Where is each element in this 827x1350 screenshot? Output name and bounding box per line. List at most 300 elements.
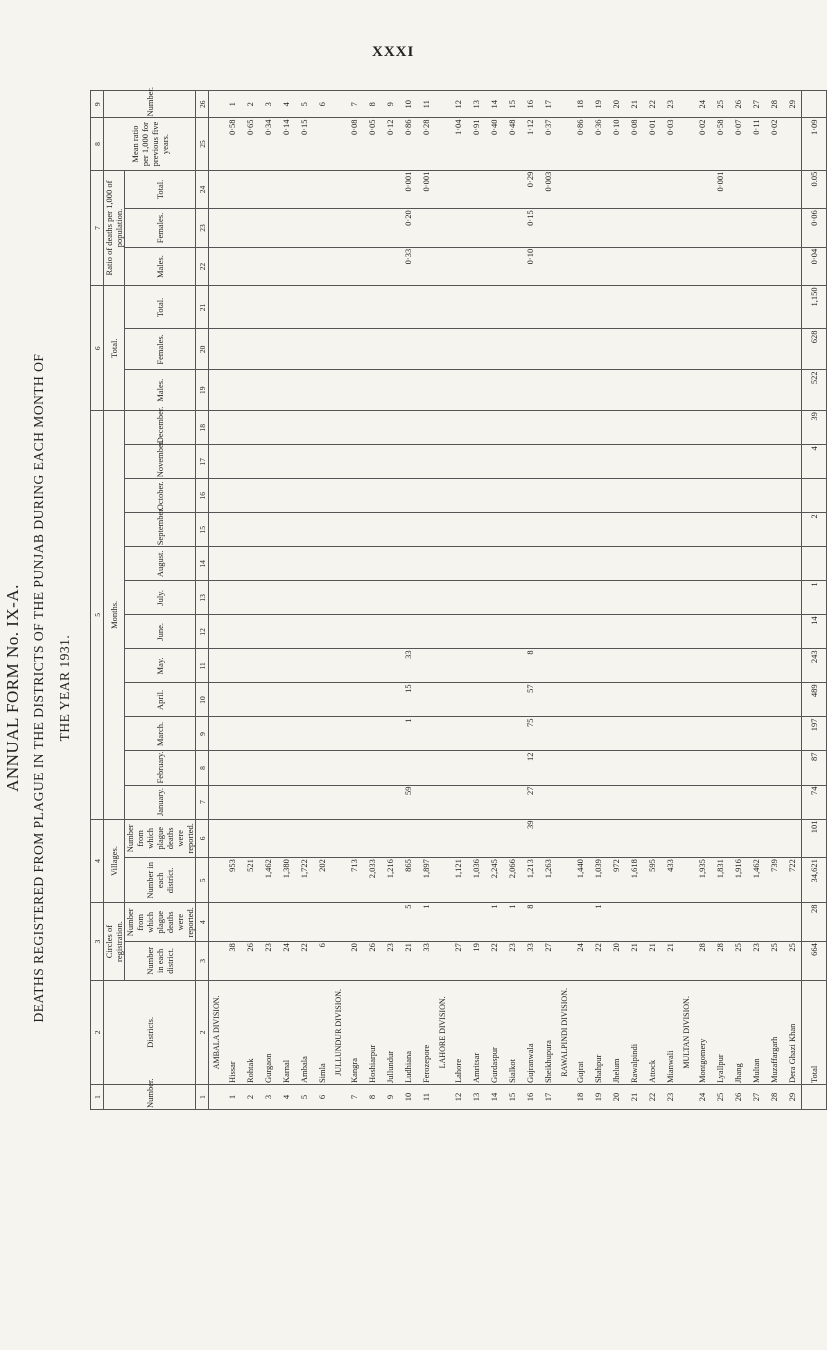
- mean-ratio: 0·07: [729, 118, 747, 170]
- cell: [679, 445, 693, 479]
- month-value: [259, 649, 277, 683]
- month-value: [783, 615, 802, 649]
- month-value: [661, 445, 679, 479]
- row-number: 18: [571, 1085, 589, 1110]
- col-number: 4: [91, 819, 104, 903]
- villages-count: 433: [661, 858, 679, 903]
- month-value: [625, 411, 643, 445]
- header-total: Total.: [104, 286, 125, 411]
- cell: [331, 479, 345, 513]
- total-value: [259, 370, 277, 411]
- villages-count: 595: [643, 858, 661, 903]
- table-row: [241, 91, 259, 1110]
- ratio-value: [643, 247, 661, 286]
- month-value: [571, 717, 589, 751]
- ratio-value: [503, 209, 521, 248]
- table-row: [399, 91, 417, 1110]
- row-number: 28: [765, 1085, 783, 1110]
- ratio-value: [571, 247, 589, 286]
- cell: [209, 479, 224, 513]
- month-value: [313, 445, 331, 479]
- month-value: [539, 785, 557, 819]
- cell: [557, 286, 571, 329]
- cell: [435, 513, 449, 547]
- month-value: [467, 411, 485, 445]
- month-value: [747, 513, 765, 547]
- villages-reported: [747, 819, 765, 858]
- month-value: [449, 581, 467, 615]
- month-value: 87: [802, 751, 827, 785]
- month-value: [223, 581, 241, 615]
- cell: [557, 615, 571, 649]
- month-value: [467, 581, 485, 615]
- month-value: [589, 717, 607, 751]
- row-number: 15: [503, 1085, 521, 1110]
- cell: [557, 942, 571, 981]
- month-value: [503, 547, 521, 581]
- month-value: [747, 751, 765, 785]
- month-value: [313, 785, 331, 819]
- table-row: [765, 91, 783, 1110]
- col-number: 1: [91, 1085, 104, 1110]
- ratio-value: [693, 170, 711, 209]
- row-number-end: 3: [259, 91, 277, 118]
- villages-reported: [345, 819, 363, 858]
- ratio-value: [625, 209, 643, 248]
- month-value: [693, 411, 711, 445]
- month-value: [661, 615, 679, 649]
- month-value: [241, 581, 259, 615]
- cell: [209, 286, 224, 329]
- month-value: [643, 581, 661, 615]
- circles-reported: [223, 903, 241, 942]
- month-value: [417, 649, 435, 683]
- cell: [679, 329, 693, 370]
- ratio-value: [661, 170, 679, 209]
- cell: [435, 286, 449, 329]
- ratio-value: [381, 170, 399, 209]
- ratio-value: [729, 209, 747, 248]
- cell: [679, 547, 693, 581]
- month-value: [783, 751, 802, 785]
- mean-ratio: [783, 118, 802, 170]
- district-name: Rawalpindi: [625, 980, 643, 1084]
- table-row: [747, 91, 765, 1110]
- cell: [435, 91, 449, 118]
- month-value: [449, 751, 467, 785]
- circles-reported: [313, 903, 331, 942]
- cell: [331, 581, 345, 615]
- table-title: DEATHS REGISTERED FROM PLAGUE IN THE DISTRICTS OF THE PUNJAB DURING EACH MONTH OF THE YEAR 1931.: [31, 353, 72, 1023]
- month-value: [765, 547, 783, 581]
- cell: [331, 445, 345, 479]
- month-value: [241, 547, 259, 581]
- circles-count: 22: [295, 942, 313, 981]
- month-value: [503, 581, 521, 615]
- cell: [679, 649, 693, 683]
- month-value: [467, 615, 485, 649]
- cell: [679, 751, 693, 785]
- row-number-end: 27: [747, 91, 765, 118]
- villages-count: 521: [241, 858, 259, 903]
- month-value: [241, 615, 259, 649]
- row-number: 2: [241, 1085, 259, 1110]
- mean-ratio: 0·01: [643, 118, 661, 170]
- villages-count: 1,216: [381, 858, 399, 903]
- cell: [331, 411, 345, 445]
- villages-count: 1,935: [693, 858, 711, 903]
- month-value: [259, 751, 277, 785]
- villages-reported: [467, 819, 485, 858]
- month-value: [345, 683, 363, 717]
- month-value: [449, 785, 467, 819]
- month-value: [747, 581, 765, 615]
- month-value: [643, 649, 661, 683]
- ratio-value: 0·33: [399, 247, 417, 286]
- villages-count: 1,036: [467, 858, 485, 903]
- villages-count: 713: [345, 858, 363, 903]
- cell: [331, 329, 345, 370]
- month-header: December.: [125, 411, 196, 445]
- cell: [331, 209, 345, 248]
- cell: [557, 785, 571, 819]
- month-value: [607, 547, 625, 581]
- row-number-end: 6: [313, 91, 331, 118]
- district-name: Multan: [747, 980, 765, 1084]
- month-value: [729, 513, 747, 547]
- total-value: [503, 370, 521, 411]
- row-number-end: 9: [381, 91, 399, 118]
- district-name: Ambala: [295, 980, 313, 1084]
- month-value: [381, 581, 399, 615]
- subheader: Number from which plague deaths were reported.: [125, 819, 196, 858]
- month-value: [381, 411, 399, 445]
- total-value: 522: [802, 370, 827, 411]
- circles-count: 38: [223, 942, 241, 981]
- villages-count: 1,039: [589, 858, 607, 903]
- circles-reported: [277, 903, 295, 942]
- villages-count: 1,263: [539, 858, 557, 903]
- total-value: [729, 286, 747, 329]
- month-value: [539, 717, 557, 751]
- total-value: [747, 286, 765, 329]
- month-value: [711, 411, 729, 445]
- table-row: [503, 91, 521, 1110]
- month-value: [783, 547, 802, 581]
- col-number: 5: [91, 411, 104, 819]
- circles-count: 28: [693, 942, 711, 981]
- sub-col-number: 22: [196, 247, 209, 286]
- circles-reported: [643, 903, 661, 942]
- month-value: [345, 785, 363, 819]
- total-value: [729, 370, 747, 411]
- month-value: [661, 649, 679, 683]
- month-value: [277, 615, 295, 649]
- month-value: [449, 411, 467, 445]
- total-value: [241, 370, 259, 411]
- cell: [435, 581, 449, 615]
- cell: [679, 209, 693, 248]
- month-value: [783, 683, 802, 717]
- cell: [679, 286, 693, 329]
- cell: [679, 903, 693, 942]
- total-value: [589, 286, 607, 329]
- cell: [557, 479, 571, 513]
- total-value: [223, 370, 241, 411]
- month-value: [571, 751, 589, 785]
- cell: [435, 903, 449, 942]
- villages-reported: 101: [802, 819, 827, 858]
- ratio-value: 0·003: [539, 170, 557, 209]
- table-row: [417, 91, 435, 1110]
- row-number: 16: [521, 1085, 539, 1110]
- cell: [679, 581, 693, 615]
- month-value: [661, 785, 679, 819]
- month-value: [521, 581, 539, 615]
- total-value: [223, 329, 241, 370]
- month-header: June.: [125, 615, 196, 649]
- total-value: [363, 329, 381, 370]
- month-value: [417, 615, 435, 649]
- total-value: [449, 370, 467, 411]
- month-header: November.: [125, 445, 196, 479]
- villages-count: 1,121: [449, 858, 467, 903]
- month-value: [643, 445, 661, 479]
- sub-col-number: 3: [196, 942, 209, 981]
- total-value: [449, 286, 467, 329]
- month-value: [381, 683, 399, 717]
- total-value: [539, 329, 557, 370]
- month-value: [711, 717, 729, 751]
- cell: [209, 547, 224, 581]
- month-value: [381, 649, 399, 683]
- division-heading: LAHORE DIVISION.: [435, 980, 449, 1084]
- month-value: 4: [802, 445, 827, 479]
- ratio-value: 0·04: [802, 247, 827, 286]
- month-value: [802, 479, 827, 513]
- table-row: [345, 91, 363, 1110]
- cell: [209, 247, 224, 286]
- month-value: [783, 479, 802, 513]
- month-value: [711, 547, 729, 581]
- month-value: [277, 581, 295, 615]
- total-value: [625, 329, 643, 370]
- month-value: [417, 547, 435, 581]
- month-value: [765, 445, 783, 479]
- month-value: [313, 581, 331, 615]
- month-value: [223, 513, 241, 547]
- cell: [331, 547, 345, 581]
- total-value: [345, 370, 363, 411]
- villages-count: 1,440: [571, 858, 589, 903]
- month-value: [571, 445, 589, 479]
- cell: [209, 649, 224, 683]
- month-value: [345, 751, 363, 785]
- month-value: [661, 479, 679, 513]
- month-value: [467, 479, 485, 513]
- row-number-end: 24: [693, 91, 711, 118]
- month-value: [607, 615, 625, 649]
- month-value: [467, 445, 485, 479]
- row-number: 3: [259, 1085, 277, 1110]
- row-number: 8: [363, 1085, 381, 1110]
- ratio-value: [783, 209, 802, 248]
- cell: [557, 819, 571, 858]
- month-value: [643, 785, 661, 819]
- month-value: [765, 479, 783, 513]
- month-value: [693, 581, 711, 615]
- villages-count: 2,245: [485, 858, 503, 903]
- month-value: 15: [399, 683, 417, 717]
- month-value: [765, 751, 783, 785]
- total-value: [363, 370, 381, 411]
- month-value: [259, 513, 277, 547]
- row-number-end: 12: [449, 91, 467, 118]
- month-value: [345, 649, 363, 683]
- ratio-value: [223, 170, 241, 209]
- cell: [331, 286, 345, 329]
- month-value: [295, 649, 313, 683]
- ratio-value: [345, 209, 363, 248]
- month-value: [399, 581, 417, 615]
- villages-reported: [539, 819, 557, 858]
- ratio-value: [607, 170, 625, 209]
- month-value: [295, 547, 313, 581]
- month-value: [503, 717, 521, 751]
- month-value: [313, 751, 331, 785]
- cell: [331, 1085, 345, 1110]
- month-value: [485, 683, 503, 717]
- circles-reported: [381, 903, 399, 942]
- cell: [435, 683, 449, 717]
- circles-count: 27: [449, 942, 467, 981]
- month-value: [765, 615, 783, 649]
- month-value: [783, 649, 802, 683]
- month-value: 243: [802, 649, 827, 683]
- total-value: [747, 370, 765, 411]
- month-value: [643, 479, 661, 513]
- month-value: [643, 513, 661, 547]
- month-value: [589, 615, 607, 649]
- row-number: 9: [381, 1085, 399, 1110]
- villages-reported: [625, 819, 643, 858]
- row-number: 4: [277, 1085, 295, 1110]
- ratio-value: [259, 247, 277, 286]
- ratio-value: [503, 170, 521, 209]
- circles-count: 23: [747, 942, 765, 981]
- total-value: [783, 329, 802, 370]
- month-value: [729, 581, 747, 615]
- ratio-value: [589, 209, 607, 248]
- ratio-value: [625, 247, 643, 286]
- total-value: [661, 286, 679, 329]
- cell: [331, 717, 345, 751]
- cell: [557, 717, 571, 751]
- row-number: 14: [485, 1085, 503, 1110]
- villages-reported: [643, 819, 661, 858]
- month-value: [661, 547, 679, 581]
- cell: [557, 247, 571, 286]
- total-value: [539, 370, 557, 411]
- district-name: Shahpur: [589, 980, 607, 1084]
- month-value: [571, 785, 589, 819]
- month-value: [539, 683, 557, 717]
- cell: [209, 942, 224, 981]
- month-value: [417, 479, 435, 513]
- month-value: [643, 411, 661, 445]
- mean-ratio: 0·28: [417, 118, 435, 170]
- villages-count: 1,722: [295, 858, 313, 903]
- villages-count: 202: [313, 858, 331, 903]
- total-value: [783, 370, 802, 411]
- cell: [209, 513, 224, 547]
- row-number: 26: [729, 1085, 747, 1110]
- month-value: [539, 547, 557, 581]
- total-value: [783, 286, 802, 329]
- circles-count: 25: [783, 942, 802, 981]
- row-number-end: 25: [711, 91, 729, 118]
- month-value: [223, 785, 241, 819]
- cell: [557, 209, 571, 248]
- cell: [331, 170, 345, 209]
- total-value: [747, 329, 765, 370]
- ratio-value: [313, 209, 331, 248]
- division-heading: MULTAN DIVISION.: [679, 980, 693, 1084]
- month-value: [295, 615, 313, 649]
- month-value: 2: [802, 513, 827, 547]
- col-number: 8: [91, 118, 104, 170]
- table-row: [571, 91, 589, 1110]
- mean-ratio: 0·86: [571, 118, 589, 170]
- circles-count: 24: [571, 942, 589, 981]
- month-value: [747, 411, 765, 445]
- month-value: [783, 445, 802, 479]
- month-value: [693, 717, 711, 751]
- month-value: [223, 615, 241, 649]
- ratio-value: [765, 247, 783, 286]
- month-value: [503, 751, 521, 785]
- month-value: [417, 683, 435, 717]
- ratio-value: [607, 209, 625, 248]
- villages-reported: [223, 819, 241, 858]
- circles-reported: 5: [399, 903, 417, 942]
- cell: [209, 370, 224, 411]
- month-value: [363, 513, 381, 547]
- month-value: [223, 751, 241, 785]
- division-heading: JULLUNDUR DIVISION.: [331, 980, 345, 1084]
- month-value: [295, 479, 313, 513]
- ratio-value: [467, 170, 485, 209]
- total-value: [539, 286, 557, 329]
- month-value: [729, 683, 747, 717]
- sub-col-number: 10: [196, 683, 209, 717]
- month-value: [449, 445, 467, 479]
- total-value: [625, 286, 643, 329]
- ratio-value: [223, 209, 241, 248]
- sub-col-number: 16: [196, 479, 209, 513]
- total-value: [485, 329, 503, 370]
- district-name: Lahore: [449, 980, 467, 1084]
- circles-count: 26: [241, 942, 259, 981]
- ratio-value: [747, 170, 765, 209]
- total-value: [449, 329, 467, 370]
- month-value: [381, 751, 399, 785]
- ratio-value: 0·29: [521, 170, 539, 209]
- mean-ratio: 0·02: [765, 118, 783, 170]
- circles-count: 6: [313, 942, 331, 981]
- sub-col-number: 15: [196, 513, 209, 547]
- cell: [557, 91, 571, 118]
